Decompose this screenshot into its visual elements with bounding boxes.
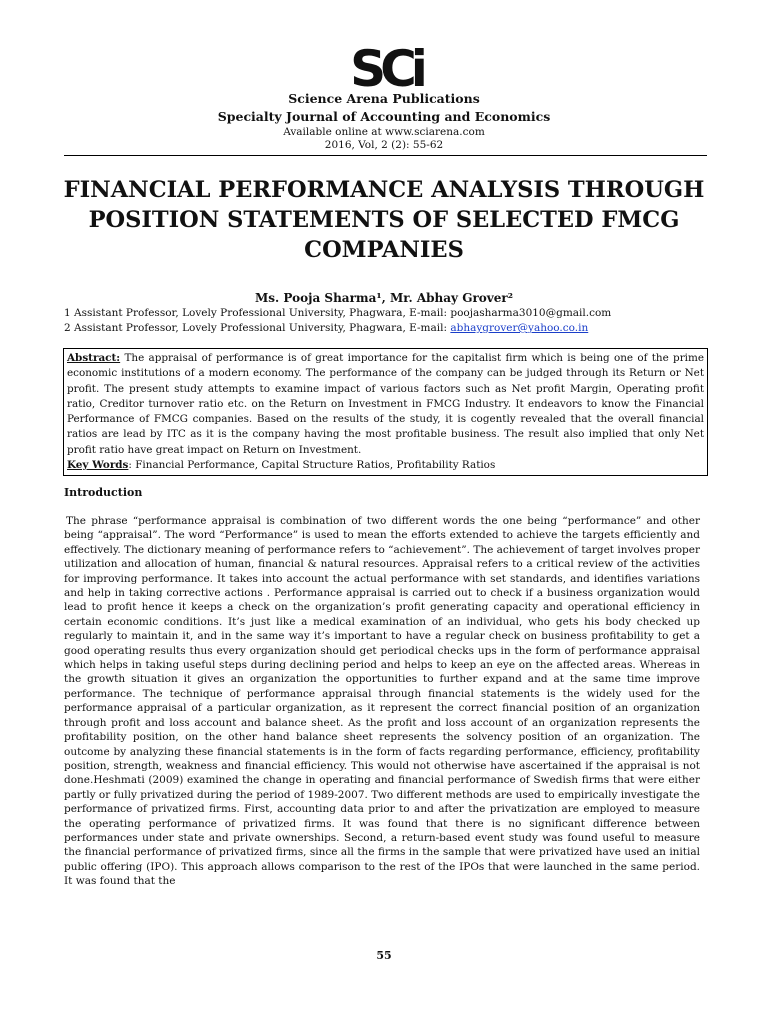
affiliation-2-text: 2 Assistant Professor, Lovely Professional University, Phagwara, E-mail: <box>64 322 451 334</box>
header-divider <box>64 155 707 156</box>
author-email-link[interactable]: abhaygrover@yahoo.co.in <box>450 322 589 334</box>
affiliation-1: 1 Assistant Professor, Lovely Professional University, Phagwara, E-mail: poojasharma3010@gmail.com <box>64 307 612 319</box>
journal-name: Specialty Journal of Accounting and Economics <box>217 109 551 124</box>
page-number: 55 <box>376 949 392 962</box>
citation-line: 2016, Vol, 2 (2): 55-62 <box>324 139 444 151</box>
keywords-label: Key Words <box>67 459 129 472</box>
affiliation-2 <box>64 322 588 334</box>
logo-text: SCi <box>350 42 422 90</box>
availability-line: Available online at www.sciarena.com <box>283 126 485 138</box>
abstract-text: The appraisal of performance is of great importance for the capitalist firm which is being one of the prime economic institutions of a modern economy. The performance of the company can be judged through its Return or Net profit. The present study attempts to examine impact of various factors such as Net profit Margin, Operating profit ratio, Creditor turnover ratio etc. on the Return on Investment in FMCG Industry. It endeavors to know the Financial Performance of FMCG companies. Based on the results of the study, it is cogently revealed that the overall financial ratios are lead by ITC as it is the company having the most profitable business. The result also implied that only Net profit ratio have great impact on Return on Investment. <box>67 352 704 456</box>
introduction-body: The phrase “performance appraisal is combination of two different words the one being “performance” and other being “appraisal”. The word “Performance” is used to mean the efforts extended to achieve the targets efficiently and effectively. The dictionary meaning of performance refers to “achievement”. The achievement of target involves proper utilization and allocation of human, financial & natural resources. Appraisal refers to a critical review of the activities for improving performance. It takes into account the actual performance with set standards, and identifies variations and help in taking corrective actions . Performance appraisal is carried out to check if a business organization would lead to profit hence it keeps a check on the organization’s profit generating capacity and operational efficiency in certain economic conditions. It’s just like a medical examination of an individual, who gets his body checked up regularly to maintain it, and in the same way it’s important to have a regular check on business profitability to get a good operating results thus every organization should get periodical checks ups in the form of performance appraisal which helps in taking useful steps during declining period and helps to keep an eye on the affected areas. Whereas in the growth situation it gives an organization the opportunities to further expand and at the same time improve performance. The technique of performance appraisal through financial statements is the widely used for the performance appraisal of a particular organization, as it represent the correct financial position of an organization through profit and loss account and balance sheet. As the profit and loss account of an organization represents the profitability position, on the other hand balance sheet represents the solvency position of an organization. The outcome by analyzing these financial statements is in the form of facts regarding performance, efficiency, profitability position, strength, weakness and financial efficiency. This would not otherwise have ascertained if the appraisal is not done.Heshmati (2009) examined the change in operating and financial performance of Swedish firms that were either partly or fully privatized during the period of 1989-2007. Two different methods are used to empirically investigate the performance of privatized firms. First, accounting data prior to and after the privatization are employed to measure the operating performance of privatized firms. It was found that there is no significant difference between performances under state and private ownerships. Second, a return-based event study was found useful to measure the financial performance of privatized firms, since all the firms in the sample that were privatized have used an initial public offering (IPO). This approach allows comparison to the rest of the IPOs that were launched in the same period. It was found that the <box>64 515 700 888</box>
abstract-box <box>63 348 708 476</box>
introduction-heading: Introduction <box>64 486 143 499</box>
authors-line: Ms. Pooja Sharma¹, Mr. Abhay Grover² <box>255 291 513 305</box>
abstract-label: Abstract: <box>67 352 121 364</box>
keywords-text: : Financial Performance, Capital Structure Ratios, Profitability Ratios <box>128 459 496 472</box>
sci-logo <box>348 42 424 90</box>
article-title: FINANCIAL PERFORMANCE ANALYSIS THROUGH POSITION STATEMENTS OF SELECTED FMCG COMPANIES <box>63 177 705 263</box>
publisher-name: Science Arena Publications <box>288 91 480 106</box>
